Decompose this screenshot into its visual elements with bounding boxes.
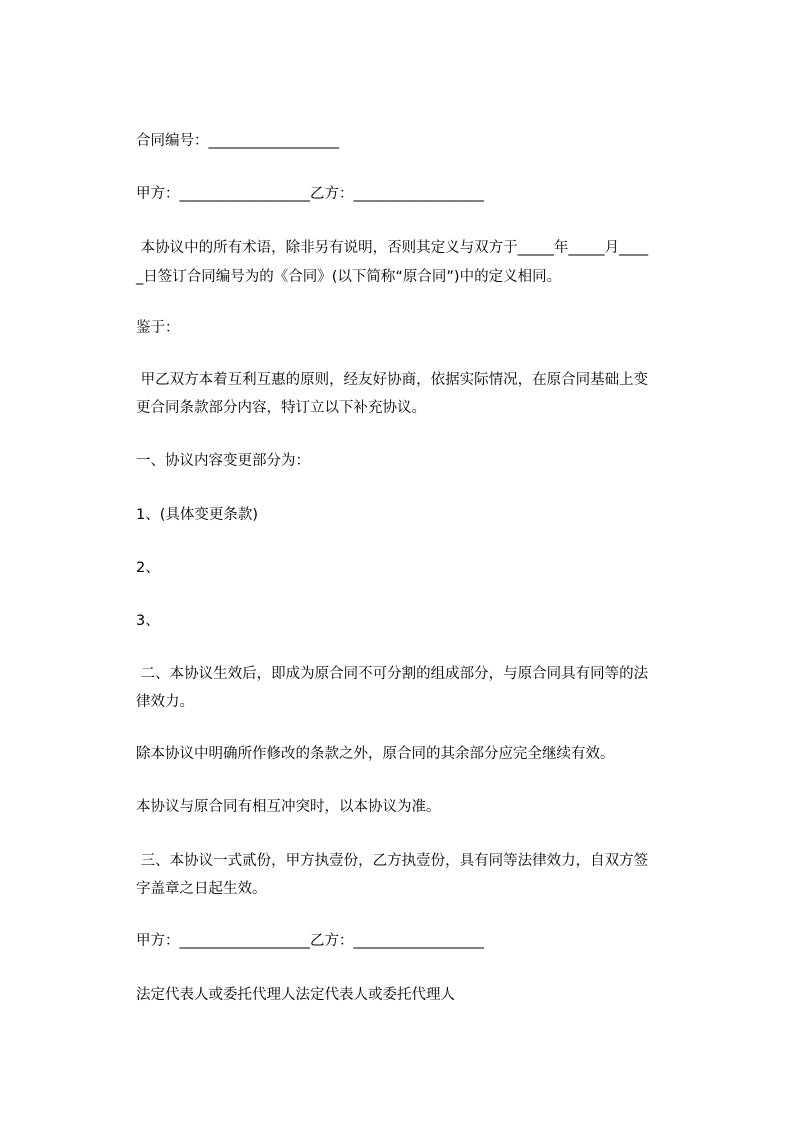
terms-paragraph-line-2: _日签订合同编号为的《合同》(以下简称“原合同”)中的定义相同。 <box>136 269 562 285</box>
conflict-paragraph: 本协议与原合同有相互冲突时，以本协议为准。 <box>136 799 441 815</box>
party-line-bottom: 甲方：__________________乙方：__________________ <box>136 933 484 949</box>
list-item-3: 3、 <box>136 613 160 629</box>
contract-number-line: 合同编号：__________________ <box>136 133 339 149</box>
section-two-line-2: 律效力。 <box>136 694 194 710</box>
representatives-line: 法定代表人或委托代理人法定代表人或委托代理人 <box>136 987 455 1003</box>
section-three-line-1: 三、本协议一式贰份，甲方执壹份，乙方执壹份，具有同等法律效力，自双方签 <box>136 853 649 869</box>
list-item-2: 2、 <box>136 560 160 576</box>
list-item-1: 1、(具体变更条款) <box>136 507 259 523</box>
section-one-heading: 一、协议内容变更部分为： <box>136 453 310 469</box>
section-two-line-1: 二、本协议生效后，即成为原合同不可分割的组成部分，与原合同具有同等的法 <box>136 666 649 682</box>
section-three-line-2: 字盖章之日起生效。 <box>136 881 267 897</box>
other-terms-paragraph: 除本协议中明确所作修改的条款之外，原合同的其余部分应完全继续有效。 <box>136 746 615 762</box>
party-line-top: 甲方：__________________乙方：__________________ <box>136 186 484 202</box>
whereas-paragraph-line-2: 更合同条款部分内容，特订立以下补充协议。 <box>136 400 426 416</box>
terms-paragraph-line-1: 本协议中的所有术语，除非另有说明，否则其定义与双方于_____年_____月____ <box>136 240 649 256</box>
whereas-paragraph-line-1: 甲乙双方本着互利互惠的原则，经友好协商，依据实际情况，在原合同基础上变 <box>136 372 649 388</box>
whereas-heading: 鉴于： <box>136 320 180 336</box>
